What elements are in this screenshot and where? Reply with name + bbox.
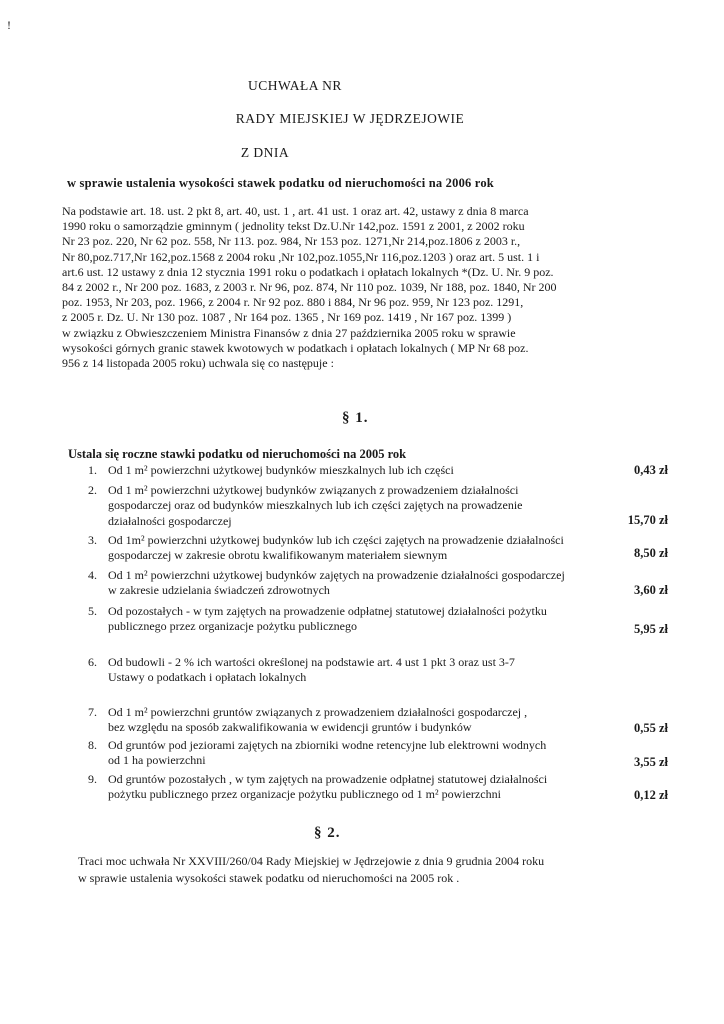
preamble-line: Na podstawie art. 18. ust. 2 pkt 8, art. 40, ust. 1 , art. 41 ust. 1 oraz art. 42, ustawy z dnia 8 marca xyxy=(62,204,529,218)
tax-rates-title: Ustala się roczne stawki podatku od nieruchomości na 2005 rok xyxy=(68,447,407,461)
tax-rate-item xyxy=(88,738,668,769)
tax-amount: 8,50 zł xyxy=(633,546,668,560)
item-text-line: pożytku publicznego przez organizacje pożytku publicznego od 1 m² powierzchni xyxy=(108,787,501,802)
item-text-line: Od 1 m² powierzchni użytkowej budynków związanych z prowadzeniem działalności xyxy=(108,483,519,497)
item-text-line: od 1 ha powierzchni xyxy=(108,753,206,768)
item-number: 1. xyxy=(88,463,97,477)
item-number: 8. xyxy=(88,738,97,752)
tax-amount: 0,55 zł xyxy=(633,721,668,735)
tax-rate-item xyxy=(88,483,668,529)
section-2-heading: § 2. xyxy=(314,825,341,841)
item-text-line: Od 1m² powierzchni użytkowej budynków lub ich części zajętych na prowadzenie działalności xyxy=(108,533,564,547)
item-number: 4. xyxy=(88,568,97,582)
preamble-line: art.6 ust. 12 ustawy z dnia 12 stycznia 1991 roku o podatkach i opłatach lokalnych *(Dz. U. Nr. 9 poz. xyxy=(62,264,554,279)
heading-resolution-number: UCHWAŁA NR xyxy=(248,78,342,93)
repeal-clause-line: Traci moc uchwała Nr XXVIII/260/04 Rady Miejskiej w Jędrzejowie z dnia 9 grudnia 2004 roku xyxy=(78,854,545,868)
item-text-line: Od gruntów pozostałych , w tym zajętych na prowadzenie odpłatnej statutowej działalności xyxy=(108,772,548,786)
item-text-line: Od 1 m² powierzchni użytkowej budynków zajętych na prowadzenie działalności gospodarczej xyxy=(108,568,565,582)
item-number: 5. xyxy=(88,604,97,618)
tax-amount: 0,43 zł xyxy=(633,463,668,477)
repeal-clause xyxy=(78,853,678,887)
tax-rate-item xyxy=(88,705,668,736)
preamble-line: 956 z 14 listopada 2005 roku) uchwala się co następuje : xyxy=(62,356,334,371)
tax-rate-item xyxy=(88,604,668,635)
item-text-line: publicznego przez organizacje pożytku publicznego xyxy=(108,619,358,634)
item-number: 7. xyxy=(88,705,97,719)
tax-rate-item xyxy=(88,463,668,478)
preamble-line: poz. 1953, Nr 203, poz. 1966, z 2004 r. Nr 92 poz. 880 i 884, Nr 96 poz. 959, Nr 123 poz. 1291, xyxy=(62,295,524,310)
tax-amount: 0,12 zł xyxy=(633,788,668,802)
item-text-line: w zakresie udzielania świadczeń zdrowotnych xyxy=(108,583,330,598)
legal-basis-preamble xyxy=(62,204,668,371)
item-text-line: działalności gospodarczej xyxy=(108,513,232,528)
tax-rate-item xyxy=(88,568,668,599)
preamble-line: wysokości górnych granic stawek kwotowych w podatkach i opłatach lokalnych ( MP Nr 68 poz. xyxy=(62,340,529,355)
tax-amount: 15,70 zł xyxy=(627,513,668,527)
tax-amount: 5,95 zł xyxy=(633,622,668,636)
item-text-line: Od gruntów pod jeziorami zajętych na zbiorniki wodne retencyjne lub elektrowni wodnych xyxy=(108,738,547,752)
tax-rate-item xyxy=(88,655,668,686)
item-text-line: bez względu na sposób zakwalifikowania w ewidencji gruntów i budynków xyxy=(108,720,472,735)
heading-date: Z DNIA xyxy=(240,145,290,160)
item-text-line: gospodarczej w zakresie obrotu kwalifikowanym materiałem siewnym xyxy=(108,548,448,563)
item-text-line: Od budowli - 2 % ich wartości określonej na podstawie art. 4 ust 1 pkt 3 oraz ust 3-7 xyxy=(108,655,515,669)
item-number: 2. xyxy=(88,483,97,497)
preamble-line: w związku z Obwieszczeniem Ministra Finansów z dnia 27 października 2005 roku w sprawie xyxy=(62,325,516,340)
section-1-heading: § 1. xyxy=(342,410,369,426)
item-number: 3. xyxy=(88,533,97,547)
tax-rate-item xyxy=(88,533,668,564)
preamble-line: Nr 80,poz.717,Nr 162,poz.1568 z 2004 roku ,Nr 102,poz.1055,Nr 116,poz.1203 ) oraz art. 5 ust. 1 i xyxy=(62,249,540,264)
heading-council-name: RADY MIEJSKIEJ W JĘDRZEJOWIE xyxy=(235,111,465,126)
item-text-line: Ustawy o podatkach i opłatach lokalnych xyxy=(108,670,307,685)
item-text-line: Od pozostałych - w tym zajętych na prowadzenie odpłatnej statutowej działalności pożytku xyxy=(108,604,547,618)
item-number: 6. xyxy=(88,655,97,669)
preamble-line: Nr 23 poz. 220, Nr 62 poz. 558, Nr 113. poz. 984, Nr 153 poz. 1271,Nr 214,poz.1806 z 2003 r., xyxy=(62,234,521,249)
preamble-line: 84 z 2002 r., Nr 200 poz. 1683, z 2003 r. Nr 96, poz. 874, Nr 110 poz. 1039, Nr 188, poz. 1840, Nr 200 xyxy=(62,280,557,295)
tax-amount: 3,60 zł xyxy=(633,583,668,597)
corner-mark: ! xyxy=(7,18,11,32)
document-subject: w sprawie ustalenia wysokości stawek podatku od nieruchomości na 2006 rok xyxy=(67,176,494,190)
item-number: 9. xyxy=(88,772,97,786)
repeal-clause-line: w sprawie ustalenia wysokości stawek podatku od nieruchomości na 2005 rok . xyxy=(78,871,460,885)
item-text-line: Od 1 m² powierzchni gruntów związanych z prowadzeniem działalności gospodarczej , xyxy=(108,705,528,719)
tax-amount: 3,55 zł xyxy=(633,755,668,769)
tax-rate-item xyxy=(88,772,668,803)
preamble-line: 1990 roku o samorządzie gminnym ( jednolity tekst Dz.U.Nr 142,poz. 1591 z 2001, z 2002 roku xyxy=(62,219,525,234)
item-text-line: Od 1 m² powierzchni użytkowej budynków mieszkalnych lub ich części xyxy=(108,463,454,477)
item-text-line: gospodarczej oraz od budynków mieszkalnych lub ich części zajętych na prowadzenie xyxy=(108,498,523,513)
preamble-line: z 2005 r. Dz. U. Nr 130 poz. 1087 , Nr 164 poz. 1365 , Nr 169 poz. 1419 , Nr 167 poz. 1399 ) xyxy=(62,310,512,325)
